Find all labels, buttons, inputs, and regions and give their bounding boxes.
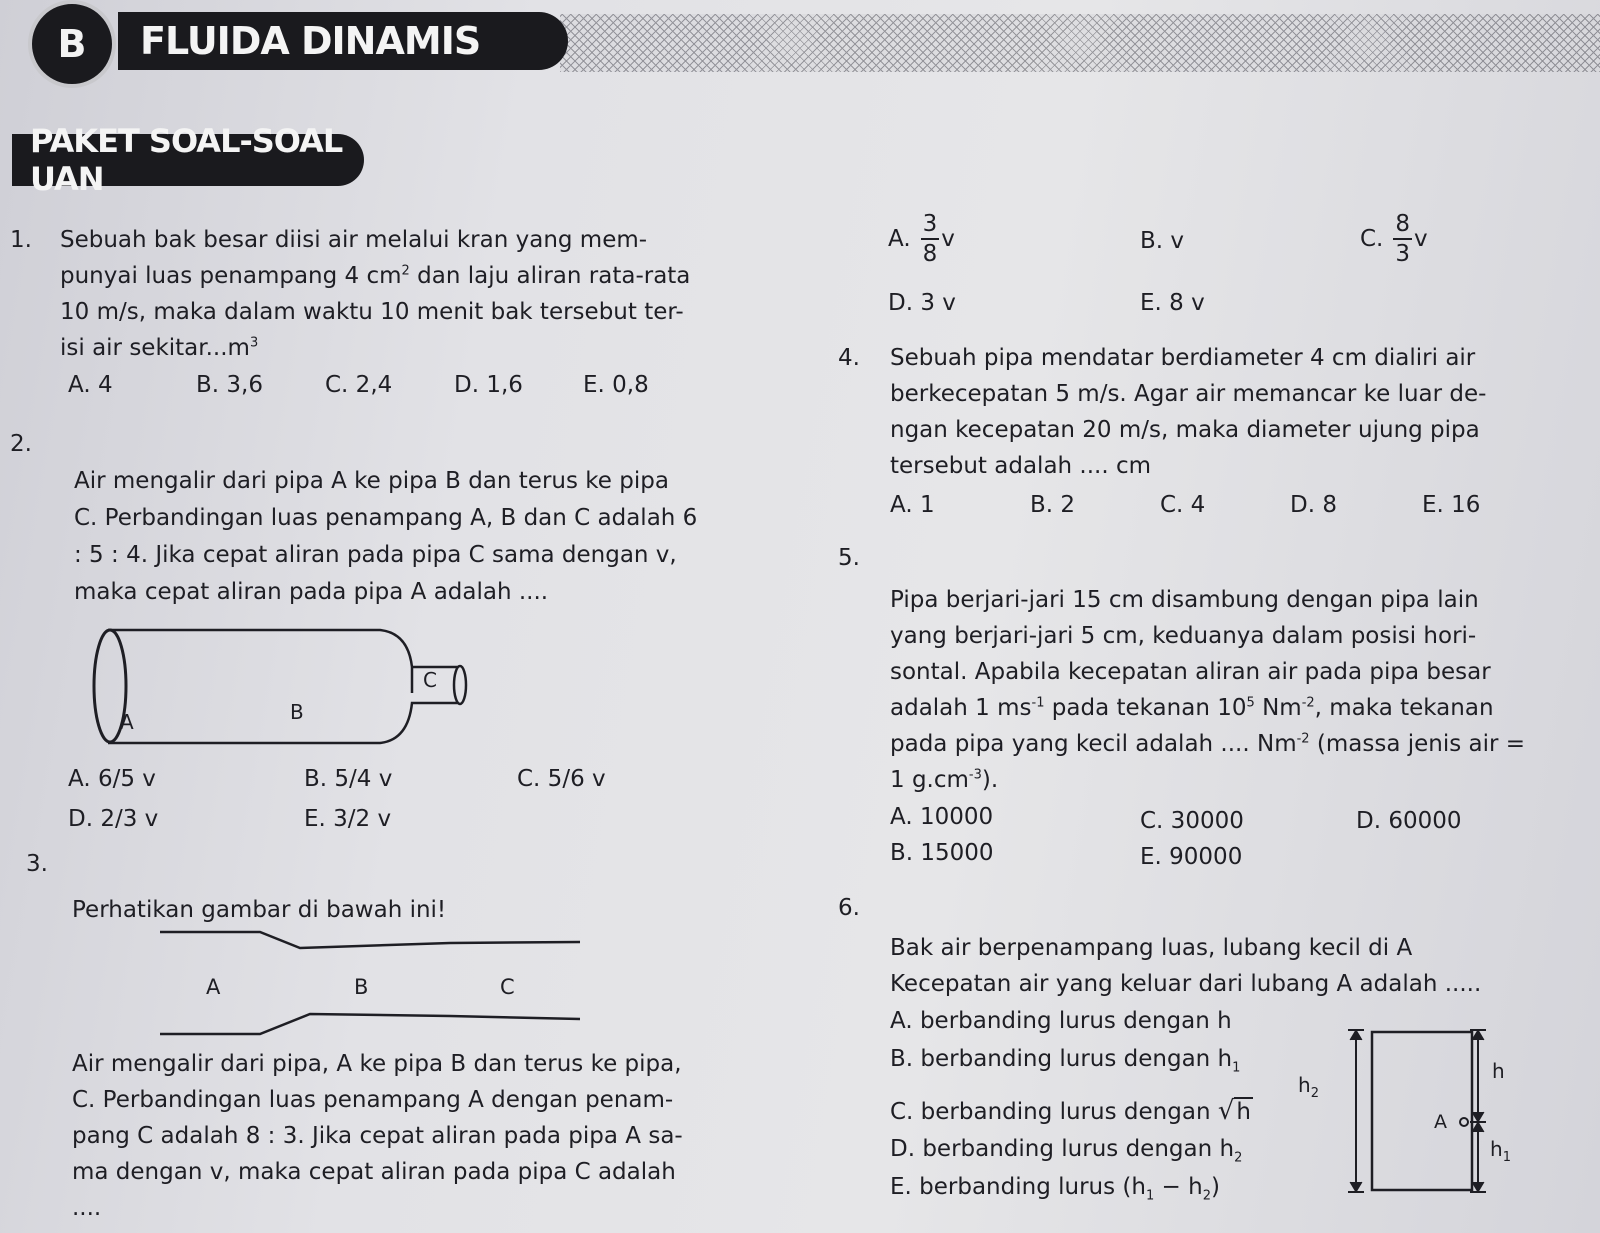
q5-option-d: D. 60000	[1356, 808, 1462, 834]
q3-option-b: B. v	[1140, 228, 1185, 254]
chapter-title-text: FLUIDA DINAMIS	[140, 19, 481, 63]
q5-line5a: pada pipa yang kecil adalah .... Nm	[890, 731, 1297, 757]
q3-option-a-num: 3	[921, 210, 940, 240]
q6-tank-figure	[1290, 1026, 1530, 1196]
q1-line4	[60, 330, 258, 366]
q4-option-d: D. 8	[1290, 492, 1337, 518]
chapter-title	[118, 12, 568, 70]
q1-option-d: D. 1,6	[454, 372, 523, 398]
q1-line2b: dan laju aliran rata-rata	[409, 263, 691, 289]
q1-line1: Sebuah bak besar diisi air melalui kran yang mem-	[60, 227, 648, 253]
q4-option-a: A. 1	[890, 492, 935, 518]
q3-line3: pang C adalah 8 : 3. Jika cepat aliran pada pipa A sa-	[72, 1123, 683, 1149]
q3-fig-label-b: B	[354, 975, 369, 999]
q3-pipe-figure	[150, 930, 590, 1040]
q6-option-c	[890, 1096, 1253, 1126]
q2-fig-label-c: C	[423, 668, 437, 692]
q4-option-b: B. 2	[1030, 492, 1076, 518]
chapter-badge: B	[28, 0, 116, 88]
q6-option-e-end: )	[1211, 1174, 1220, 1200]
q3-number: 3.	[26, 851, 48, 877]
q6-option-b-sub: 1	[1232, 1060, 1241, 1076]
q6-option-d	[890, 1136, 1243, 1166]
q5-line4-sup2: 5	[1246, 695, 1255, 711]
q1-line4a: isi air sekitar...m	[60, 335, 250, 361]
q5-line5-sup: -2	[1296, 731, 1310, 747]
q5-line6-sup: -3	[968, 767, 982, 783]
q2-fig-label-a: A	[120, 710, 134, 734]
q5-number: 5.	[838, 545, 860, 571]
header-hatch-band	[560, 14, 1600, 72]
q5-line4b: pada tekanan 10	[1044, 695, 1247, 721]
q3-option-a-var: v	[941, 226, 955, 252]
q5-line1: Pipa berjari-jari 15 cm disambung dengan pipa lain	[890, 587, 1479, 613]
q3-intro: Perhatikan gambar di bawah ini!	[72, 897, 447, 923]
q5-option-e: E. 90000	[1140, 844, 1243, 870]
q1-line2-sup: 2	[401, 263, 410, 279]
q1-option-b: B. 3,6	[196, 372, 263, 398]
q6-option-d-text: D. berbanding lurus dengan h	[890, 1136, 1235, 1162]
q3-option-c-den: 3	[1395, 241, 1411, 267]
q3-option-c-num: 8	[1393, 210, 1412, 240]
q5-line2: yang berjari-jari 5 cm, keduanya dalam posisi hori-	[890, 623, 1477, 649]
q2-line3: : 5 : 4. Jika cepat aliran pada pipa C sama dengan v,	[74, 542, 677, 568]
q1-option-e: E. 0,8	[583, 372, 649, 398]
q5-line6a: 1 g.cm	[890, 767, 969, 793]
q2-option-b: B. 5/4 v	[304, 766, 393, 792]
q4-number: 4.	[838, 345, 860, 371]
q6-option-e-sub2: 2	[1202, 1188, 1212, 1204]
q2-line2: C. Perbandingan luas penampang A, B dan C adalah 6	[74, 505, 698, 531]
q5-option-b: B. 15000	[890, 840, 994, 866]
q5-line6b: ).	[981, 767, 999, 793]
q6-fig-label-h2-base: h	[1298, 1073, 1311, 1097]
q1-number: 1.	[10, 227, 32, 253]
q5-line4d: , maka tekanan	[1314, 695, 1494, 721]
q6-fig-label-h2-sub: 2	[1310, 1086, 1319, 1101]
q3-fig-label-a: A	[206, 975, 221, 999]
section-title: PAKET SOAL-SOAL UAN	[12, 134, 364, 186]
q4-line4: tersebut adalah .... cm	[890, 453, 1152, 479]
q1-option-c: C. 2,4	[325, 372, 393, 398]
q2-pipe-figure	[90, 625, 490, 760]
q3-option-a	[888, 210, 955, 268]
q5-option-a: A. 10000	[890, 804, 994, 830]
q3-line2: C. Perbandingan luas penampang A dengan penam-	[72, 1087, 674, 1113]
q6-number: 6.	[838, 895, 860, 921]
q5-line4	[890, 690, 1494, 726]
q6-fig-label-h: h	[1492, 1059, 1505, 1083]
q1-option-a: A. 4	[68, 372, 113, 398]
q5-option-c: C. 30000	[1140, 808, 1244, 834]
q2-fig-label-b: B	[290, 700, 304, 724]
q2-option-a: A. 6/5 v	[68, 766, 156, 792]
q5-line4a: adalah 1 ms	[890, 695, 1032, 721]
q1-line3: 10 m/s, maka dalam waktu 10 menit bak tersebut ter-	[60, 299, 684, 325]
q5-line5	[890, 726, 1525, 762]
q2-number: 2.	[10, 431, 32, 457]
q3-option-a-label: A.	[888, 226, 911, 252]
q3-fig-label-c: C	[500, 975, 515, 999]
q6-option-e-mid: − h	[1154, 1174, 1203, 1200]
sqrt-icon: √	[1217, 1096, 1235, 1126]
q6-option-b-text: B. berbanding lurus dengan h	[890, 1046, 1233, 1072]
q6-option-e	[890, 1174, 1220, 1204]
q4-line3: ngan kecepatan 20 m/s, maka diameter ujung pipa	[890, 417, 1480, 443]
q4-option-e: E. 16	[1422, 492, 1481, 518]
q6-option-d-sub: 2	[1234, 1150, 1243, 1166]
q5-line5b: (massa jenis air =	[1309, 731, 1526, 757]
q3-line1: Air mengalir dari pipa, A ke pipa B dan terus ke pipa,	[72, 1051, 682, 1077]
q4-line2: berkecepatan 5 m/s. Agar air memancar ke luar de-	[890, 381, 1487, 407]
q6-option-c-radicand: h	[1236, 1099, 1251, 1125]
q6-line1: Bak air berpenampang luas, lubang kecil di A	[890, 935, 1413, 961]
q6-fig-label-h1-base: h	[1490, 1137, 1503, 1161]
q6-fig-label-h1-sub: 1	[1502, 1150, 1511, 1165]
q3-option-c-var: v	[1414, 226, 1428, 252]
q3-option-e: E. 8 v	[1140, 290, 1205, 316]
q1-line2a: punyai luas penampang 4 cm	[60, 263, 402, 289]
q6-option-e-text: E. berbanding lurus (h	[890, 1174, 1146, 1200]
q3-line4: ma dengan v, maka cepat aliran pada pipa C adalah	[72, 1159, 676, 1185]
q6-fig-label-h1	[1490, 1137, 1511, 1165]
q3-line5: ....	[72, 1195, 102, 1221]
q5-line4c: Nm	[1254, 695, 1302, 721]
q3-option-a-fraction	[921, 210, 940, 268]
q6-option-e-sub1: 1	[1145, 1188, 1155, 1204]
q3-option-c-fraction	[1393, 210, 1412, 268]
q2-line1: Air mengalir dari pipa A ke pipa B dan terus ke pipa	[74, 468, 669, 494]
q6-option-b	[890, 1046, 1241, 1076]
q6-fig-label-h2	[1298, 1073, 1319, 1101]
q5-line4-sup3: -2	[1301, 695, 1315, 711]
q3-option-c	[1360, 210, 1428, 268]
q5-line6	[890, 762, 998, 798]
q6-fig-label-a: A	[1434, 1111, 1447, 1133]
q5-line3: sontal. Apabila kecepatan aliran air pada pipa besar	[890, 659, 1491, 685]
q3-option-d: D. 3 v	[888, 290, 956, 316]
q1-line2	[60, 258, 690, 294]
q6-option-a: A. berbanding lurus dengan h	[890, 1008, 1232, 1034]
q4-line1: Sebuah pipa mendatar berdiameter 4 cm dialiri air	[890, 345, 1476, 371]
q2-option-d: D. 2/3 v	[68, 806, 159, 832]
q1-line4-sup: 3	[249, 335, 259, 351]
q3-option-a-den: 8	[922, 241, 938, 267]
q4-option-c: C. 4	[1160, 492, 1206, 518]
q2-option-c: C. 5/6 v	[517, 766, 606, 792]
q6-option-c-text: C. berbanding lurus dengan	[890, 1099, 1218, 1125]
q2-option-e: E. 3/2 v	[304, 806, 392, 832]
q6-line2: Kecepatan air yang keluar dari lubang A adalah .....	[890, 971, 1482, 997]
q5-line4-sup1: -1	[1031, 695, 1045, 711]
q3-option-c-label: C.	[1360, 226, 1384, 252]
q2-line4: maka cepat aliran pada pipa A adalah ....	[74, 579, 549, 605]
